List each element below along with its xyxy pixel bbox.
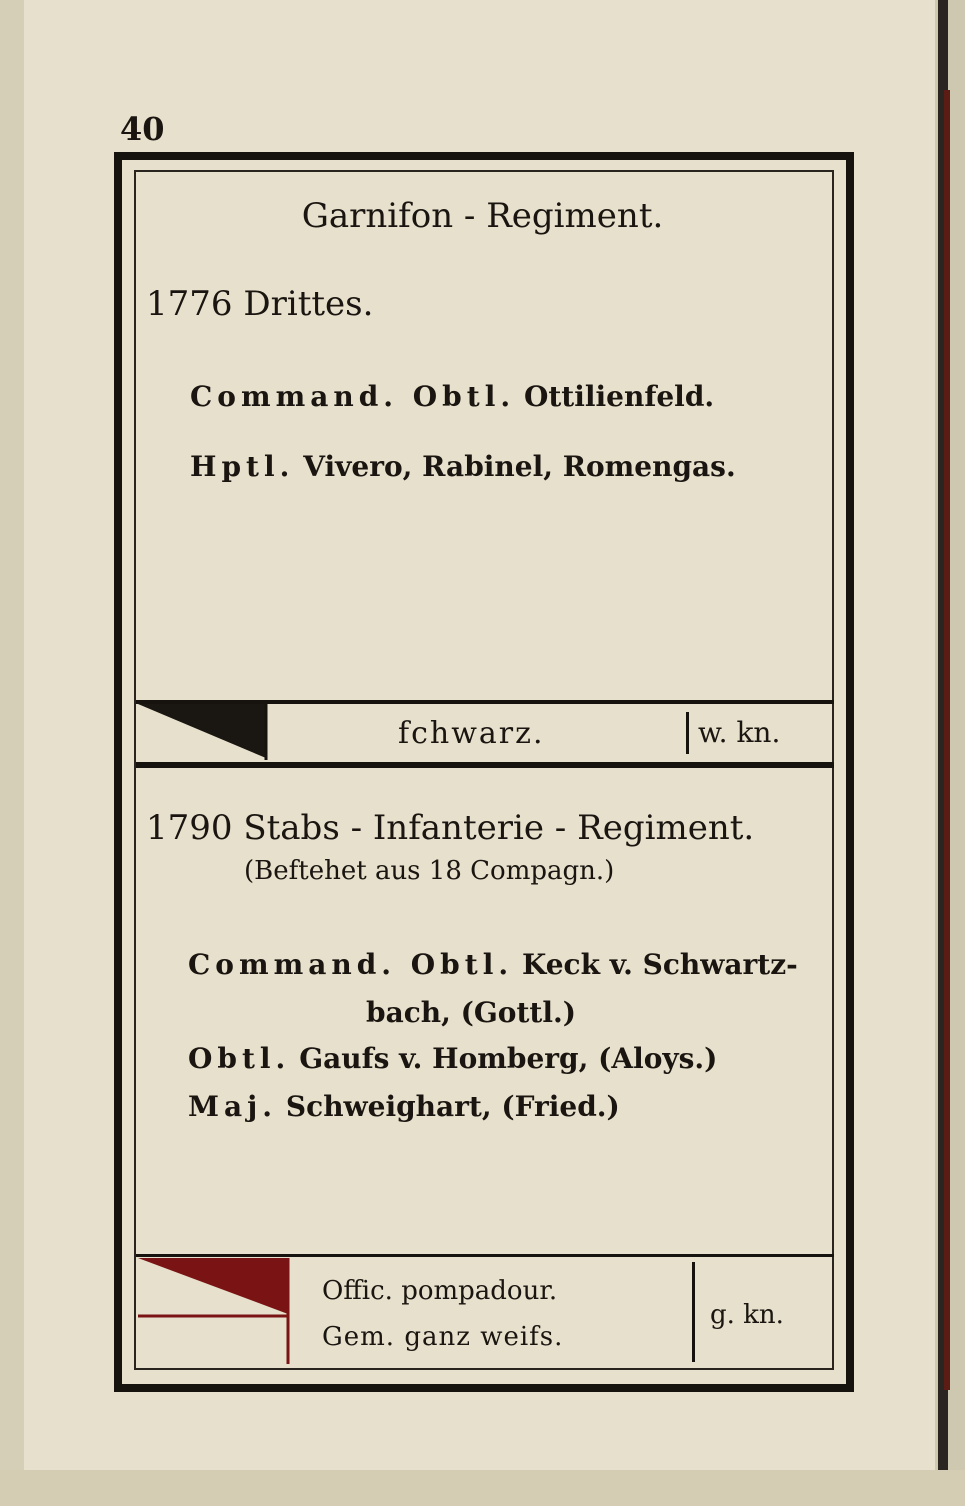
regiment1-line-1-rank: Command. Obtl. [190,380,516,413]
regiment1-heading: 1776 Drittes. [146,284,374,324]
regiment2-line-3 [188,1042,717,1075]
book-spine-cover [944,90,950,1390]
regiment1-line-1-names: Ottilienfeld. [523,380,715,413]
regiment2-uniform-top-rule [136,1254,834,1257]
regiment2-flag-icon [138,1258,290,1366]
regiment2-line-4 [188,1090,620,1123]
regiment-divider [136,762,834,768]
regiment1-buttons: w. kn. [698,716,781,749]
regiment2-line-4-rank: Maj. [188,1090,278,1123]
page-number: 40 [120,110,165,148]
inner-frame [134,170,834,1370]
regiment2-line-1 [188,948,798,981]
regiment1-separator [686,712,689,754]
regiment2-line-2 [366,996,576,1029]
regiment1-facing-color: fchwarz. [398,716,545,751]
regiment1-line-1 [190,380,714,413]
regiment2-line-1-names: Keck v. Schwartz- [521,948,798,981]
regiment2-facing-officers: Offic. pompadour. [322,1276,558,1306]
regiment2-line-4-names: Schweighart, (Fried.) [285,1090,620,1123]
regiment1-line-2 [190,450,736,483]
regiment2-heading: 1790 Stabs - Infanterie - Regiment. [146,808,755,848]
regiment2-line-3-rank: Obtl. [188,1042,291,1075]
regiment2-line-3-names: Gaufs v. Homberg, (Aloys.) [299,1042,718,1075]
regiment2-line-2-names: bach, (Gottl.) [366,996,576,1029]
section-title: Garnifon - Regiment. [301,196,664,236]
regiment2-subheading: (Beftehet aus 18 Compagn.) [244,856,615,886]
regiment2-line-1-rank: Command. Obtl. [188,948,514,981]
regiment2-facing-men: Gem. ganz weifs. [322,1322,564,1352]
page-bottom-edge [0,1470,965,1506]
regiment1-line-2-rank: Hptl. [190,450,295,483]
regiment1-flag-icon [138,704,268,760]
regiment1-line-2-names: Vivero, Rabinel, Romengas. [303,450,736,483]
regiment2-buttons: g. kn. [710,1300,784,1330]
regiment2-separator [692,1262,695,1362]
